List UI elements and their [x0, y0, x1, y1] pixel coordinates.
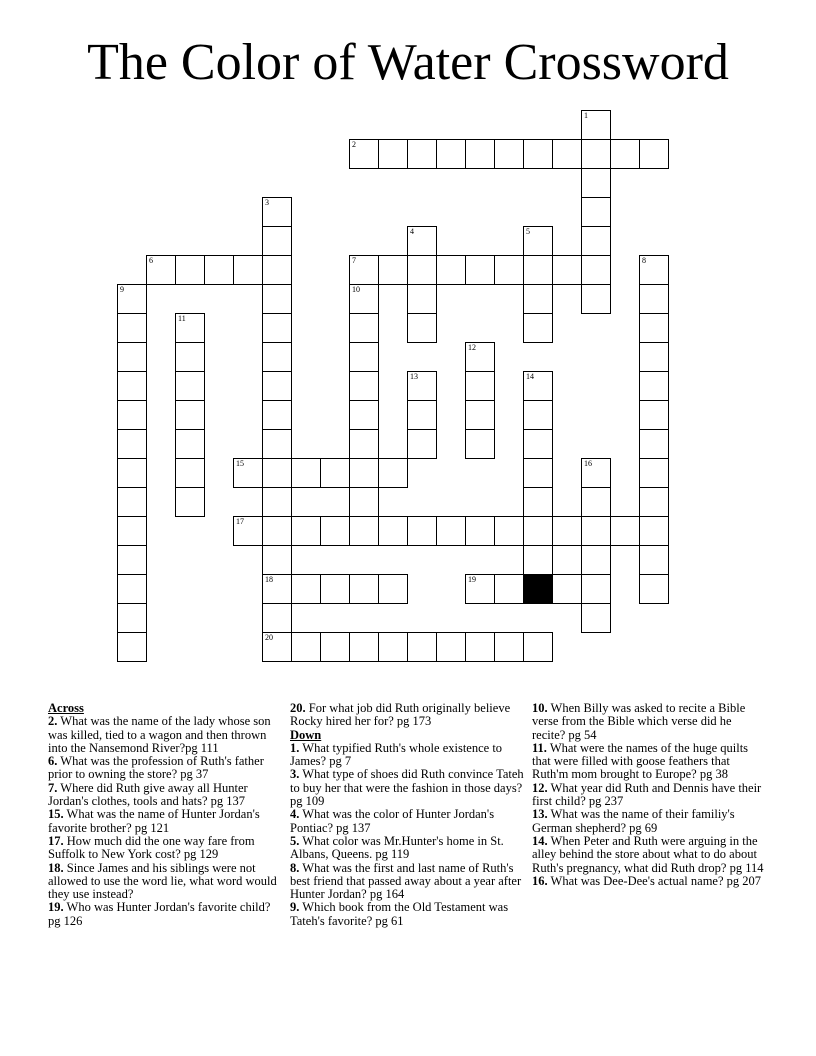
grid-cell[interactable] — [175, 371, 205, 401]
grid-cell[interactable] — [262, 574, 292, 604]
across-clue — [48, 901, 278, 928]
grid-cell[interactable] — [581, 545, 611, 575]
grid-cell[interactable] — [117, 603, 147, 633]
grid-cell[interactable] — [639, 545, 669, 575]
grid-cell[interactable] — [349, 342, 379, 372]
grid-cell[interactable] — [523, 313, 553, 343]
grid-cell[interactable] — [581, 284, 611, 314]
clue-number: 9. — [290, 900, 300, 915]
clue-text: What year did Ruth and Dennis have their first child? pg 237 — [532, 780, 762, 809]
grid-cell[interactable] — [117, 574, 147, 604]
grid-cell[interactable] — [262, 545, 292, 575]
grid-cell[interactable] — [262, 632, 292, 662]
grid-cell[interactable] — [436, 632, 466, 662]
grid-cell[interactable] — [378, 516, 408, 546]
grid-cell[interactable] — [639, 313, 669, 343]
grid-cell[interactable] — [291, 458, 321, 488]
cell-number: 5 — [526, 227, 530, 236]
grid-cell[interactable] — [639, 574, 669, 604]
clue-number: 11. — [532, 740, 547, 755]
grid-cell[interactable] — [117, 458, 147, 488]
grid-cell[interactable] — [494, 574, 524, 604]
grid-cell[interactable] — [581, 197, 611, 227]
grid-cell[interactable] — [523, 487, 553, 517]
grid-cell[interactable] — [407, 516, 437, 546]
down-clue — [290, 742, 526, 769]
clue-number: 6. — [48, 754, 58, 769]
grid-cell[interactable] — [349, 284, 379, 314]
cell-number: 17 — [236, 517, 244, 526]
clue-number: 19. — [48, 900, 64, 915]
across-clue — [290, 702, 526, 729]
grid-cell[interactable] — [610, 139, 640, 169]
grid-cell[interactable] — [378, 139, 408, 169]
clue-text: What color was Mr.Hunter's home in St. Albans, Queens. pg 119 — [290, 833, 504, 862]
down-clue — [290, 808, 526, 835]
clue-number: 1. — [290, 740, 300, 755]
grid-cell[interactable] — [407, 255, 437, 285]
cell-number: 1 — [584, 111, 588, 120]
down-clue — [532, 835, 768, 875]
cell-number: 13 — [410, 372, 418, 381]
clue-text: Where did Ruth give away all Hunter Jordan's clothes, tools and hats? pg 137 — [48, 780, 248, 809]
grid-cell[interactable] — [117, 342, 147, 372]
grid-cell[interactable] — [465, 429, 495, 459]
grid-cell[interactable] — [494, 516, 524, 546]
grid-cell[interactable] — [175, 487, 205, 517]
cell-number: 12 — [468, 343, 476, 352]
grid-cell[interactable] — [262, 226, 292, 256]
down-clue — [532, 782, 768, 809]
grid-cell[interactable] — [175, 458, 205, 488]
grid-cell[interactable] — [349, 458, 379, 488]
clue-text: What was the first and last name of Ruth's best friend that passed away about a year after Hunter Jordan? pg 164 — [290, 860, 522, 902]
grid-cell[interactable] — [262, 313, 292, 343]
grid-cell[interactable] — [233, 458, 263, 488]
clue-number: 18. — [48, 860, 64, 875]
grid-cell[interactable] — [639, 458, 669, 488]
down-clue — [290, 768, 526, 808]
cell-number: 2 — [352, 140, 356, 149]
grid-cell[interactable] — [262, 458, 292, 488]
clue-text: What was the name of Hunter Jordan's favorite brother? pg 121 — [48, 807, 260, 835]
grid-cell[interactable] — [552, 255, 582, 285]
grid-cell[interactable] — [349, 632, 379, 662]
across-clue — [48, 862, 278, 902]
grid-cell[interactable] — [204, 255, 234, 285]
clue-text: What was Dee-Dee's actual name? pg 207 — [547, 873, 762, 888]
clue-number: 16. — [532, 873, 548, 888]
grid-cell[interactable] — [349, 516, 379, 546]
clue-number: 3. — [290, 767, 300, 782]
grid-cell[interactable] — [262, 342, 292, 372]
page-title: The Color of Water Crossword — [87, 34, 729, 91]
down-clue — [532, 808, 768, 835]
grid-cell[interactable] — [262, 284, 292, 314]
down-clue — [290, 862, 526, 902]
grid-cell[interactable] — [407, 429, 437, 459]
clue-number: 12. — [532, 780, 548, 795]
across-clue — [48, 782, 278, 809]
grid-cell[interactable] — [349, 371, 379, 401]
cell-number: 16 — [584, 459, 592, 468]
grid-cell[interactable] — [407, 371, 437, 401]
grid-cell[interactable] — [523, 429, 553, 459]
across-header: Across — [48, 701, 84, 715]
grid-cell[interactable] — [523, 371, 553, 401]
cell-number: 14 — [526, 372, 534, 381]
grid-cell[interactable] — [523, 226, 553, 256]
down-header: Down — [290, 727, 322, 742]
grid-cell[interactable] — [465, 400, 495, 430]
grid-cell[interactable] — [262, 603, 292, 633]
grid-cell[interactable] — [349, 313, 379, 343]
grid-cell[interactable] — [523, 284, 553, 314]
clue-number: 15. — [48, 807, 64, 822]
clue-text: What were the names of the huge quilts that were filled with goose feathers that Ruth'm mom brought to Europe? pg 38 — [532, 740, 749, 782]
grid-cell[interactable] — [494, 139, 524, 169]
clue-text: Since James and his siblings were not allowed to use the word lie, what word would they use instead? — [48, 860, 277, 902]
grid-cell[interactable] — [552, 139, 582, 169]
grid-cell[interactable] — [117, 313, 147, 343]
grid-cell[interactable] — [117, 545, 147, 575]
grid-cell[interactable] — [465, 371, 495, 401]
cell-number: 18 — [265, 575, 273, 584]
grid-cell[interactable] — [175, 255, 205, 285]
grid-cell[interactable] — [523, 139, 553, 169]
grid-cell[interactable] — [349, 429, 379, 459]
grid-cell[interactable] — [262, 516, 292, 546]
grid-cell[interactable] — [117, 400, 147, 430]
grid-cell[interactable] — [436, 255, 466, 285]
grid-cell[interactable] — [436, 516, 466, 546]
down-clue — [290, 835, 526, 862]
grid-cell[interactable] — [494, 632, 524, 662]
grid-cell[interactable] — [465, 342, 495, 372]
grid-cell[interactable] — [581, 487, 611, 517]
grid-cell[interactable] — [291, 574, 321, 604]
across-clue — [48, 808, 278, 835]
grid-cell[interactable] — [349, 255, 379, 285]
grid-cell[interactable] — [523, 545, 553, 575]
grid-cell[interactable] — [610, 516, 640, 546]
grid-cell[interactable] — [291, 516, 321, 546]
grid-cell[interactable] — [465, 255, 495, 285]
grid-cell[interactable] — [581, 139, 611, 169]
grid-cell[interactable] — [262, 371, 292, 401]
grid-cell[interactable] — [349, 487, 379, 517]
clue-text: Which book from the Old Testament was Tateh's favorite? pg 61 — [290, 900, 509, 928]
grid-cell[interactable] — [407, 632, 437, 662]
grid-cell[interactable] — [639, 487, 669, 517]
grid-cell[interactable] — [378, 632, 408, 662]
grid-cell[interactable] — [407, 139, 437, 169]
clue-number: 8. — [290, 860, 300, 875]
clue-column-3 — [532, 702, 768, 888]
across-clue — [48, 835, 278, 862]
clue-text: Who was Hunter Jordan's favorite child? pg 126 — [48, 900, 271, 928]
grid-cell[interactable] — [465, 632, 495, 662]
down-clue — [290, 901, 526, 928]
grid-cell[interactable] — [581, 110, 611, 140]
grid-cell[interactable] — [581, 458, 611, 488]
clue-column-2 — [290, 702, 526, 928]
clue-number: 7. — [48, 780, 58, 795]
clue-text: What typified Ruth's whole existence to James? pg 7 — [290, 740, 503, 769]
grid-cell[interactable] — [407, 400, 437, 430]
cell-number: 15 — [236, 459, 244, 468]
grid-cell[interactable] — [320, 516, 350, 546]
grid-cell[interactable] — [523, 516, 553, 546]
grid-cell[interactable] — [320, 458, 350, 488]
grid-cell[interactable] — [639, 516, 669, 546]
grid-cell[interactable] — [639, 255, 669, 285]
across-clue — [48, 715, 278, 755]
grid-cell[interactable] — [117, 632, 147, 662]
grid-cell[interactable] — [407, 226, 437, 256]
grid-cell[interactable] — [523, 458, 553, 488]
clue-text: What type of shoes did Ruth convince Tateh to buy her that were the fashion in those days? pg 109 — [290, 767, 524, 809]
grid-cell[interactable] — [523, 632, 553, 662]
grid-cell[interactable] — [175, 429, 205, 459]
grid-cell[interactable] — [465, 139, 495, 169]
grid-cell[interactable] — [262, 429, 292, 459]
grid-cell[interactable] — [436, 139, 466, 169]
grid-cell[interactable] — [175, 400, 205, 430]
grid-cell[interactable] — [407, 313, 437, 343]
clue-number: 10. — [532, 701, 548, 715]
clue-text: When Peter and Ruth were arguing in the alley behind the store about what to do about Ruth's pregnancy, what did Ruth drop? pg 114 — [532, 833, 764, 875]
grid-cell[interactable] — [581, 168, 611, 198]
grid-cell[interactable] — [378, 458, 408, 488]
grid-cell[interactable] — [349, 400, 379, 430]
cell-number: 3 — [265, 198, 269, 207]
grid-cell[interactable] — [262, 255, 292, 285]
cell-number: 6 — [149, 256, 153, 265]
down-clue — [532, 875, 768, 888]
clue-number: 14. — [532, 833, 548, 848]
grid-cell[interactable] — [581, 574, 611, 604]
clue-text: What was the color of Hunter Jordan's Pontiac? pg 137 — [290, 807, 495, 835]
grid-cell[interactable] — [407, 284, 437, 314]
grid-cell[interactable] — [465, 516, 495, 546]
grid-cell[interactable] — [639, 400, 669, 430]
clue-number: 4. — [290, 807, 300, 822]
grid-cell[interactable] — [349, 139, 379, 169]
grid-cell[interactable] — [639, 284, 669, 314]
grid-cell[interactable] — [175, 342, 205, 372]
grid-cell[interactable] — [639, 371, 669, 401]
grid-cell[interactable] — [552, 574, 582, 604]
cell-number: 19 — [468, 575, 476, 584]
grid-cell[interactable] — [320, 632, 350, 662]
grid-cell[interactable] — [581, 255, 611, 285]
grid-cell[interactable] — [117, 284, 147, 314]
grid-cell[interactable] — [465, 574, 495, 604]
grid-cell[interactable] — [378, 574, 408, 604]
cell-number: 11 — [178, 314, 186, 323]
grid-cell[interactable] — [146, 255, 176, 285]
clue-number: 20. — [290, 701, 306, 715]
grid-cell[interactable] — [581, 226, 611, 256]
clue-number: 5. — [290, 833, 300, 848]
grid-cell[interactable] — [639, 342, 669, 372]
across-clue — [48, 755, 278, 782]
clue-text: When Billy was asked to recite a Bible verse from the Bible which verse did he recite? pg 54 — [532, 701, 746, 742]
grid-cell[interactable] — [581, 603, 611, 633]
grid-cell[interactable] — [175, 313, 205, 343]
down-clue — [532, 742, 768, 782]
clue-text: What was the name of their familiy's German shepherd? pg 69 — [532, 807, 735, 835]
grid-cell[interactable] — [117, 516, 147, 546]
grid-cell[interactable] — [523, 255, 553, 285]
grid-cell[interactable] — [262, 487, 292, 517]
grid-cell[interactable] — [552, 516, 582, 546]
clue-text: What was the name of the lady whose son was killed, tied to a wagon and then thrown into the Nansemond River?pg 111 — [48, 714, 271, 755]
grid-block — [523, 574, 553, 604]
grid-cell[interactable] — [349, 574, 379, 604]
grid-cell[interactable] — [233, 255, 263, 285]
grid-cell[interactable] — [117, 371, 147, 401]
grid-cell[interactable] — [233, 516, 263, 546]
cell-number: 4 — [410, 227, 414, 236]
grid-cell[interactable] — [494, 255, 524, 285]
grid-cell[interactable] — [320, 574, 350, 604]
clue-text: How much did the one way fare from Suffolk to New York cost? pg 129 — [48, 833, 255, 862]
grid-cell[interactable] — [117, 487, 147, 517]
clue-number: 2. — [48, 714, 58, 729]
grid-cell[interactable] — [291, 632, 321, 662]
clue-text: What was the profession of Ruth's father prior to owning the store? pg 37 — [48, 754, 264, 782]
grid-cell[interactable] — [639, 139, 669, 169]
clue-number: 13. — [532, 807, 548, 822]
clue-number: 17. — [48, 833, 64, 848]
grid-cell[interactable] — [639, 429, 669, 459]
cell-number: 20 — [265, 633, 273, 642]
cell-number: 9 — [120, 285, 124, 294]
grid-cell[interactable] — [262, 197, 292, 227]
grid-cell[interactable] — [378, 255, 408, 285]
grid-cell[interactable] — [581, 516, 611, 546]
clue-text: For what job did Ruth originally believe Rocky hired her for? pg 173 — [290, 701, 511, 729]
clue-column-1 — [48, 702, 278, 928]
cell-number: 8 — [642, 256, 646, 265]
cell-number: 7 — [352, 256, 356, 265]
cell-number: 10 — [352, 285, 360, 294]
down-clue — [532, 702, 768, 742]
grid-cell[interactable] — [523, 400, 553, 430]
grid-cell[interactable] — [117, 429, 147, 459]
grid-cell[interactable] — [262, 400, 292, 430]
